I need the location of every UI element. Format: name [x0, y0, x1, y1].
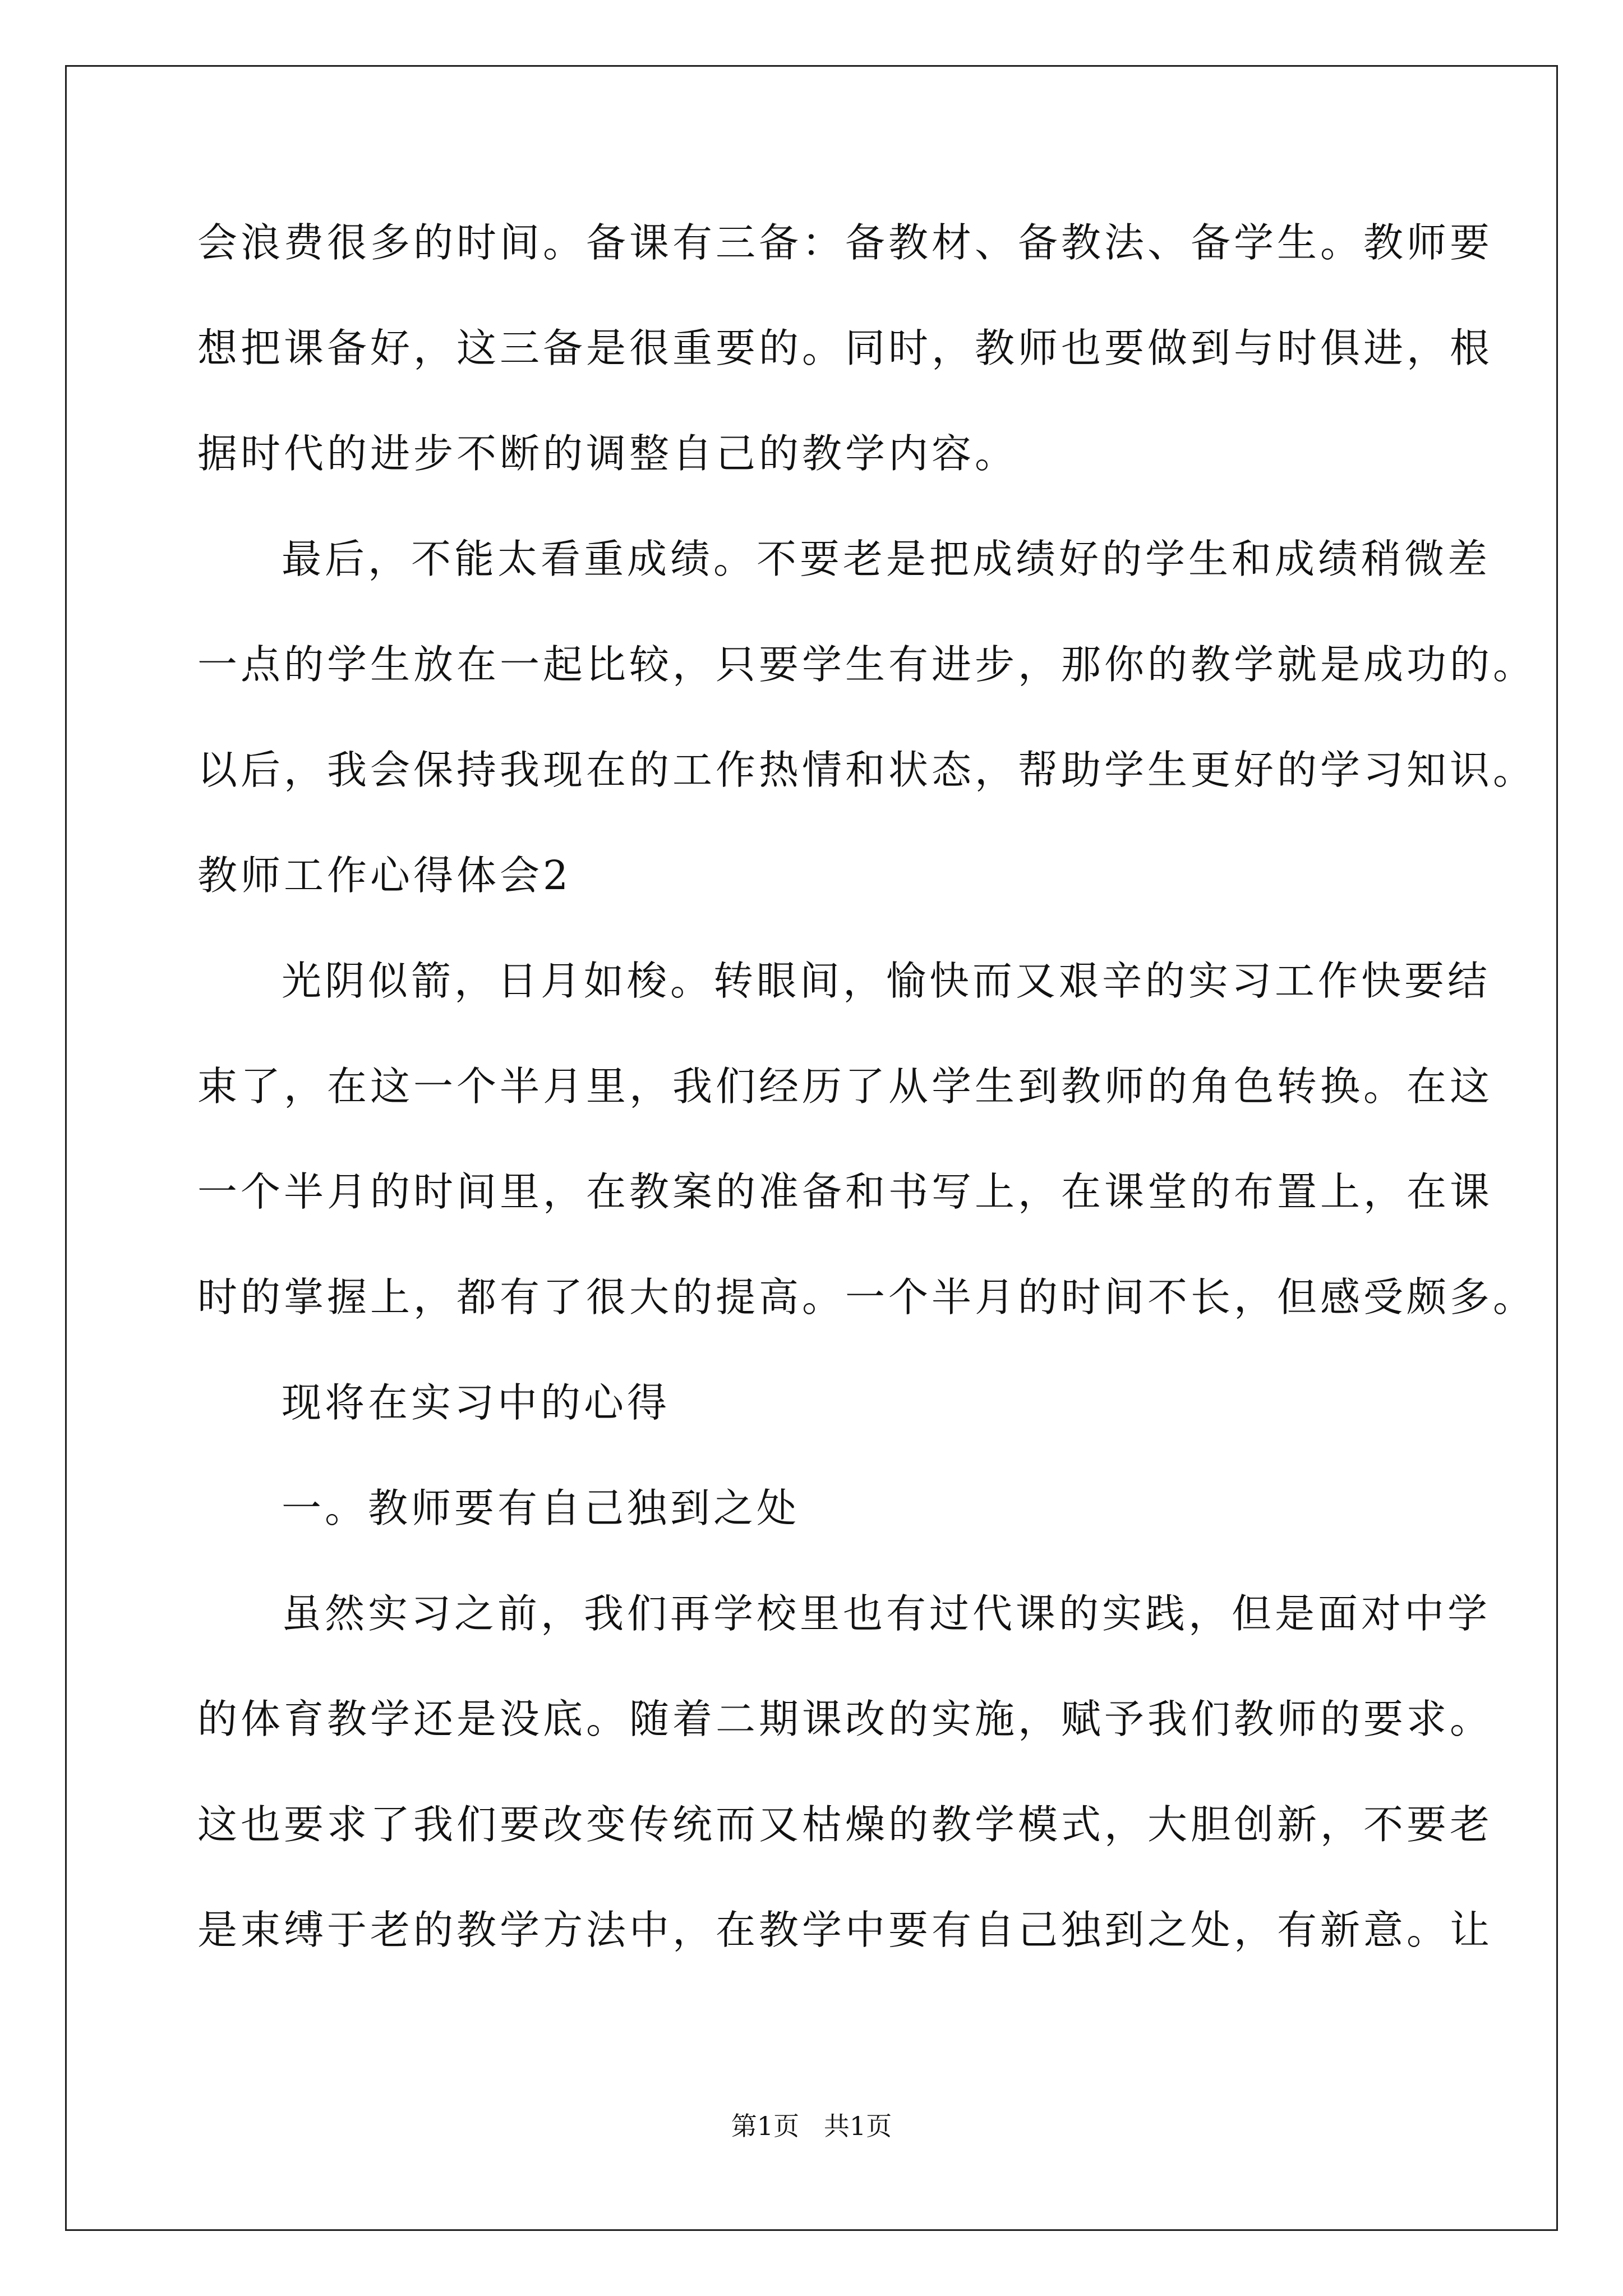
text-line: 束了，在这一个半月里，我们经历了从学生到教师的角色转换。在这: [197, 1063, 1493, 1110]
text-line: 时的掌握上，都有了很大的提高。一个半月的时间不长，但感受颇多。: [197, 1274, 1537, 1320]
text-line: 会浪费很多的时间。备课有三备：备教材、备教法、备学生。教师要: [197, 219, 1493, 266]
text-line: 的体育教学还是没底。随着二期课改的实施，赋予我们教师的要求。: [197, 1696, 1493, 1742]
paragraph-first-line: 现将在实习中的心得: [282, 1379, 671, 1426]
paragraph-first-line: 虽然实习之前，我们再学校里也有过代课的实践，但是面对中学: [282, 1590, 1491, 1637]
text-line: 这也要求了我们要改变传统而又枯燥的教学模式，大胆创新，不要老: [197, 1801, 1493, 1848]
paragraph-first-line: 最后，不能太看重成绩。不要老是把成绩好的学生和成绩稍微差: [282, 536, 1491, 582]
paragraph-first-line: 光阴似箭，日月如梭。转眼间，愉快而又艰辛的实习工作快要结: [282, 958, 1491, 1004]
text-line: 一个半月的时间里，在教案的准备和书写上，在课堂的布置上，在课: [197, 1168, 1493, 1215]
text-line: 一点的学生放在一起比较，只要学生有进步，那你的教学就是成功的。: [197, 641, 1537, 688]
text-line: 是束缚于老的教学方法中，在教学中要有自己独到之处，有新意。让: [197, 1907, 1493, 1953]
text-line: 据时代的进步不断的调整自己的教学内容。: [197, 430, 1018, 477]
subheading: 一。教师要有自己独到之处: [282, 1485, 800, 1531]
page-footer: 第1页 共1页: [731, 2111, 892, 2141]
section-heading: 教师工作心得体会2: [197, 852, 572, 899]
text-line: 想把课备好，这三备是很重要的。同时，教师也要做到与时俱进，根: [197, 325, 1493, 371]
text-line: 以后，我会保持我现在的工作热情和状态，帮助学生更好的学习知识。: [197, 747, 1537, 793]
